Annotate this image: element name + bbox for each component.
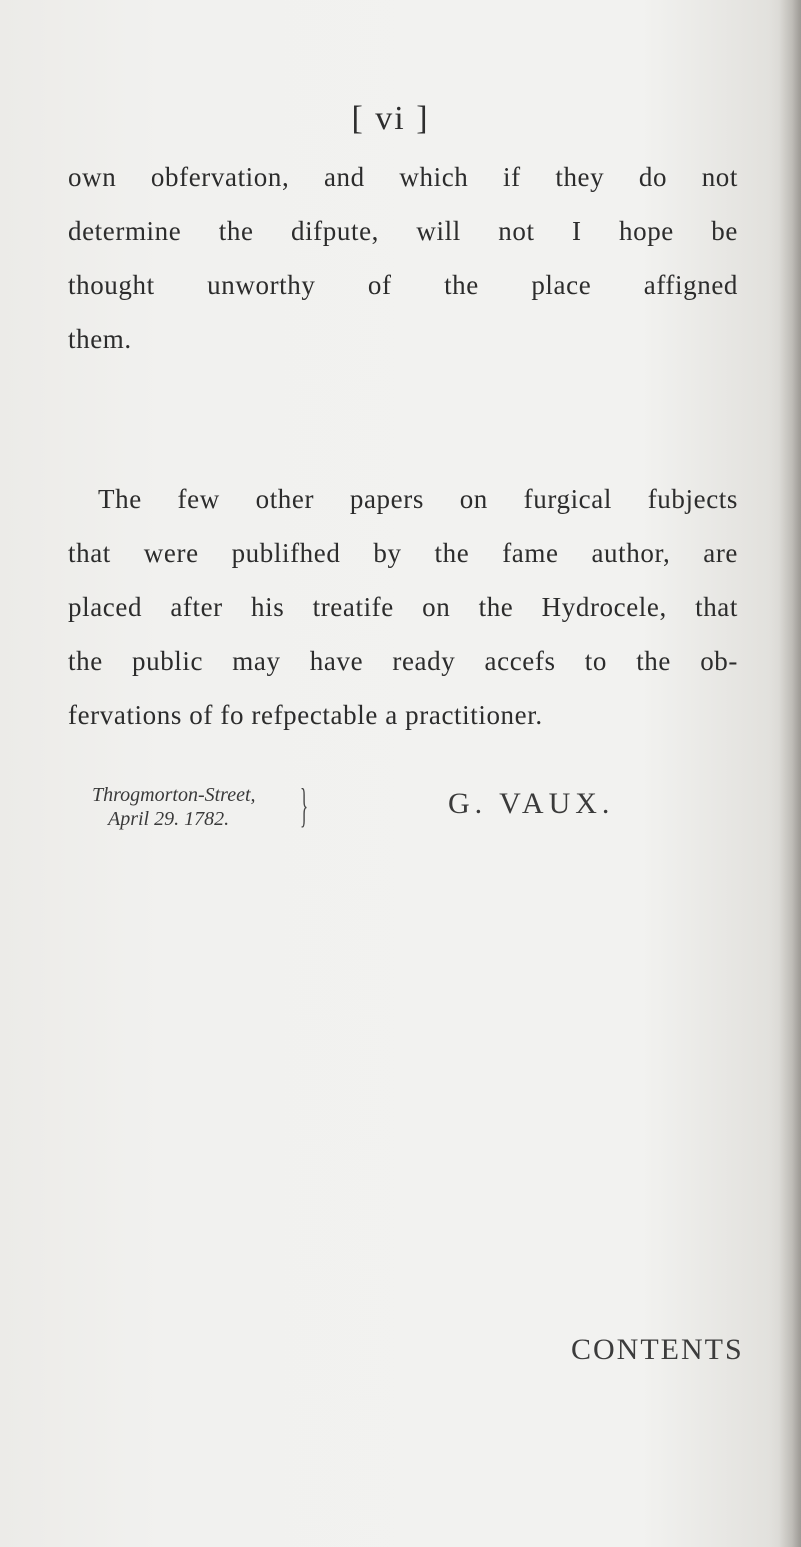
catchword: CONTENTS: [571, 1333, 744, 1366]
signature-author: G. VAUX.: [448, 787, 615, 820]
page-number: [ vi ]: [351, 100, 430, 137]
text-line: placed after his treatife on the Hydrocele, that: [68, 592, 738, 622]
text-line: fervations of fo refpectable a practitioner.: [68, 700, 543, 730]
signature-place: Throgmorton-Street,: [92, 784, 256, 806]
signature-date: April 29. 1782.: [108, 808, 230, 830]
page-edge-shadow: [779, 0, 801, 1547]
text-line: thought unworthy of the place affigned: [68, 270, 738, 300]
text-line: that were publifhed by the fame author, are: [68, 538, 738, 568]
text-line: determine the difpute, will not I hope be: [68, 216, 738, 246]
signature-place-date: [92, 783, 256, 831]
text-line: own obfervation, and which if they do not: [68, 162, 738, 192]
paragraph-surgical-papers: [68, 472, 738, 742]
paragraph-continuation: [68, 150, 738, 366]
text-line: The few other papers on furgical fubjects: [98, 484, 738, 514]
text-line: them.: [68, 324, 132, 354]
closing-brace: }: [300, 779, 309, 832]
text-line: the public may have ready accefs to the ob-: [68, 646, 738, 676]
